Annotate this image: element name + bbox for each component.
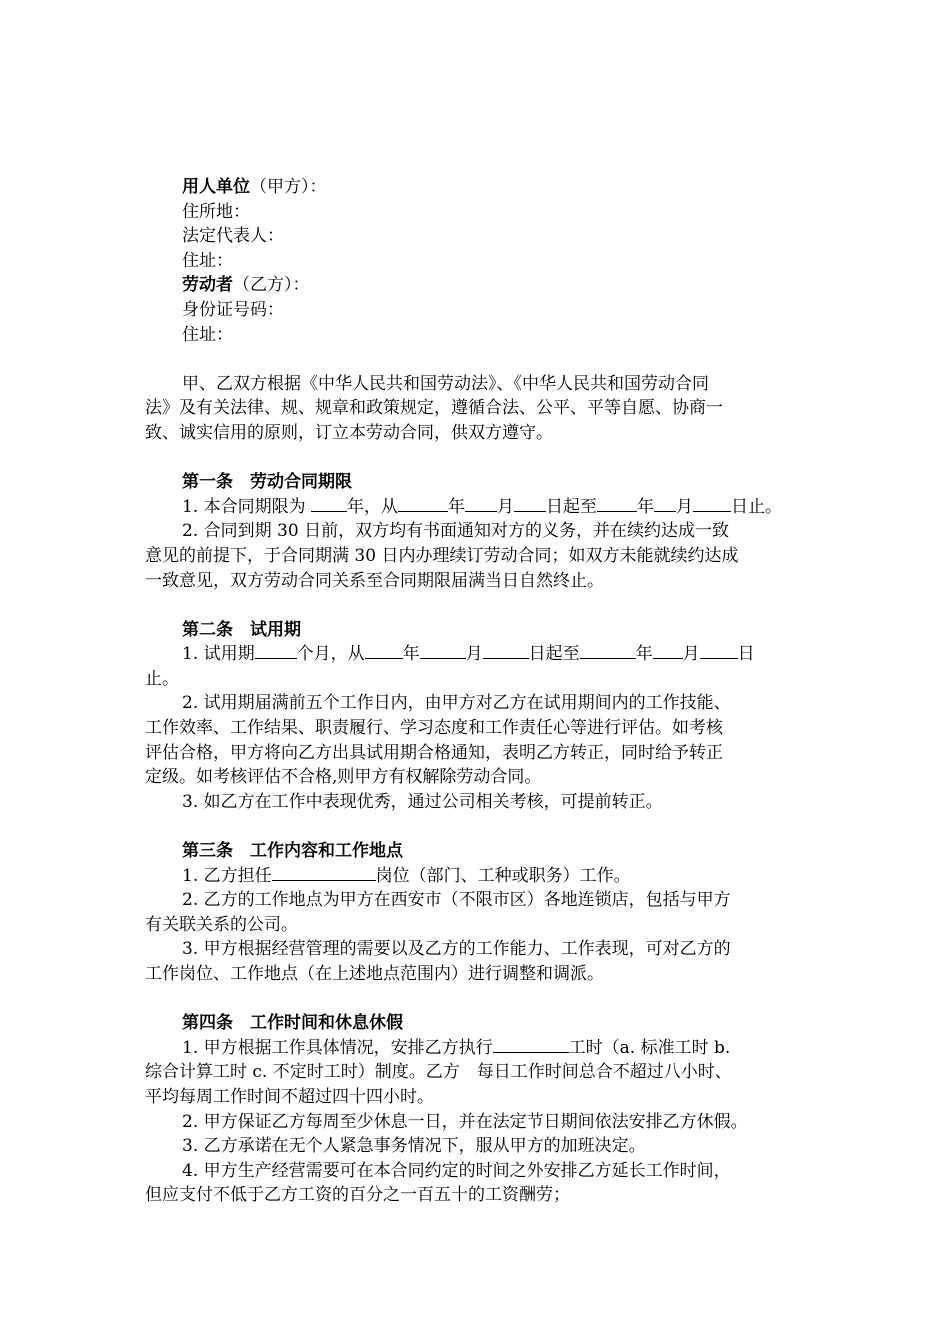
article-1-item-2-line-1: 2. 合同到期 30 日前，双方均有书面通知对方的义务，并在续约达成一致 xyxy=(182,521,730,542)
preamble-line-2: 法》及有关法律、规、规章和政策规定，遵循合法、公平、平等自愿、协商一 xyxy=(145,398,723,419)
article-2-item-3: 3. 如乙方在工作中表现优秀，通过公司相关考核，可提前转正。 xyxy=(182,791,663,812)
blank[interactable] xyxy=(493,1036,569,1053)
worker-label: 劳动者 xyxy=(182,275,233,296)
article-4-item-1-line-3: 平均每周工作时间不超过四十四小时。 xyxy=(145,1086,434,1107)
employer-label: 用人单位 xyxy=(182,177,250,197)
worker-line xyxy=(145,273,810,298)
preamble-line-1: 甲、乙双方根据《中华人民共和国劳动法》、《中华人民共和国劳动合同 xyxy=(182,373,709,394)
article-2-item-1: 1. 试用期 个月，从 年 月 日起至 年 月 日 xyxy=(182,644,755,665)
article-3-item-3-line-1: 3. 甲方根据经营管理的需要以及乙方的工作能力、工作表现，可对乙方的 xyxy=(182,939,731,960)
worker-suffix: （乙方）： xyxy=(233,275,310,296)
blank[interactable] xyxy=(580,642,636,659)
article-2-item-2-line-1: 2. 试用期届满前五个工作日内，由甲方对乙方在试用期间内的工作技能、 xyxy=(182,693,731,714)
employer-address: 住所地： xyxy=(182,201,250,222)
article-1-title: 第一条 劳动合同期限 xyxy=(182,472,352,493)
article-3-title: 第三条 工作内容和工作地点 xyxy=(182,841,403,862)
blank[interactable] xyxy=(597,495,637,512)
article-1-item-2-line-2: 意见的前提下，于合同期满 30 日内办理续订劳动合同；如双方未能就续约达成 xyxy=(145,545,739,566)
article-4-title: 第四条 工作时间和休息休假 xyxy=(182,1013,403,1034)
blank[interactable] xyxy=(653,642,683,659)
blank[interactable] xyxy=(514,495,546,512)
legal-representative: 法定代表人： xyxy=(182,226,284,247)
article-4-item-1-line-2: 综合计算工时 c. 不定时工时）制度。乙方 每日工作时间总合不超过八小时、 xyxy=(145,1062,732,1083)
blank[interactable] xyxy=(311,495,347,512)
contract-body xyxy=(145,175,810,1208)
article-4-item-3: 3. 乙方承诺在无个人紧急事务情况下，服从甲方的加班决定。 xyxy=(182,1136,646,1157)
preamble-line-3: 致、诚实信用的原则，订立本劳动合同，供双方遵守。 xyxy=(145,422,553,443)
article-1-item-2-line-3: 一致意见，双方劳动合同关系至合同期限届满当日自然终止。 xyxy=(145,570,604,591)
employer-suffix: （甲方）： xyxy=(250,177,327,197)
blank[interactable] xyxy=(272,864,376,881)
blank[interactable] xyxy=(483,642,529,659)
article-1-item-1: 1. 本合同期限为 年，从 年 月 日起至 年 月 日止。 xyxy=(182,496,783,517)
blank[interactable] xyxy=(465,495,497,512)
article-2-title: 第二条 试用期 xyxy=(182,619,301,640)
article-3-item-1: 1. 乙方担任 岗位（部门、工种或职务）工作。 xyxy=(182,865,631,886)
article-4-item-4-line-1: 4. 甲方生产经营需要可在本合同约定的时间之外安排乙方延长工作时间， xyxy=(182,1160,731,1181)
blank[interactable] xyxy=(654,495,676,512)
blank[interactable] xyxy=(255,642,297,659)
article-2-item-1-line-2: 止。 xyxy=(145,668,179,689)
blank[interactable] xyxy=(700,642,738,659)
article-3-item-2-line-1: 2. 乙方的工作地点为甲方在西安市（不限市区）各地连锁店，包括与甲方 xyxy=(182,890,731,911)
employer-residence: 住址： xyxy=(182,250,233,271)
article-3-item-3-line-2: 工作岗位、工作地点（在上述地点范围内）进行调整和调派。 xyxy=(145,964,604,984)
article-4-item-2: 2. 甲方保证乙方每周至少休息一日，并在法定节日期间依法安排乙方休假。 xyxy=(182,1111,748,1132)
article-4-item-1: 1. 甲方根据工作具体情况，安排乙方执行 工时（a. 标准工时 b. xyxy=(182,1037,731,1058)
employer-line xyxy=(145,175,810,200)
blank[interactable] xyxy=(420,642,466,659)
worker-residence: 住址： xyxy=(182,324,233,345)
article-2-item-2-line-3: 评估合格，甲方将向乙方出具试用期合格通知，表明乙方转正，同时给予转正 xyxy=(145,742,723,763)
article-3-item-2-line-2: 有关联关系的公司。 xyxy=(145,914,298,935)
article-2-item-2-line-2: 工作效率、工作结果、职责履行、学习态度和工作责任心等进行评估。如考核 xyxy=(145,718,723,739)
blank[interactable] xyxy=(365,642,403,659)
article-4-item-4-line-2: 但应支付不低于乙方工资的百分之一百五十的工资酬劳； xyxy=(145,1185,570,1206)
article-2-item-2-line-4: 定级。如考核评估不合格,则甲方有权解除劳动合同。 xyxy=(145,767,542,788)
blank[interactable] xyxy=(398,495,448,512)
id-number: 身份证号码： xyxy=(182,299,284,320)
blank[interactable] xyxy=(693,495,731,512)
